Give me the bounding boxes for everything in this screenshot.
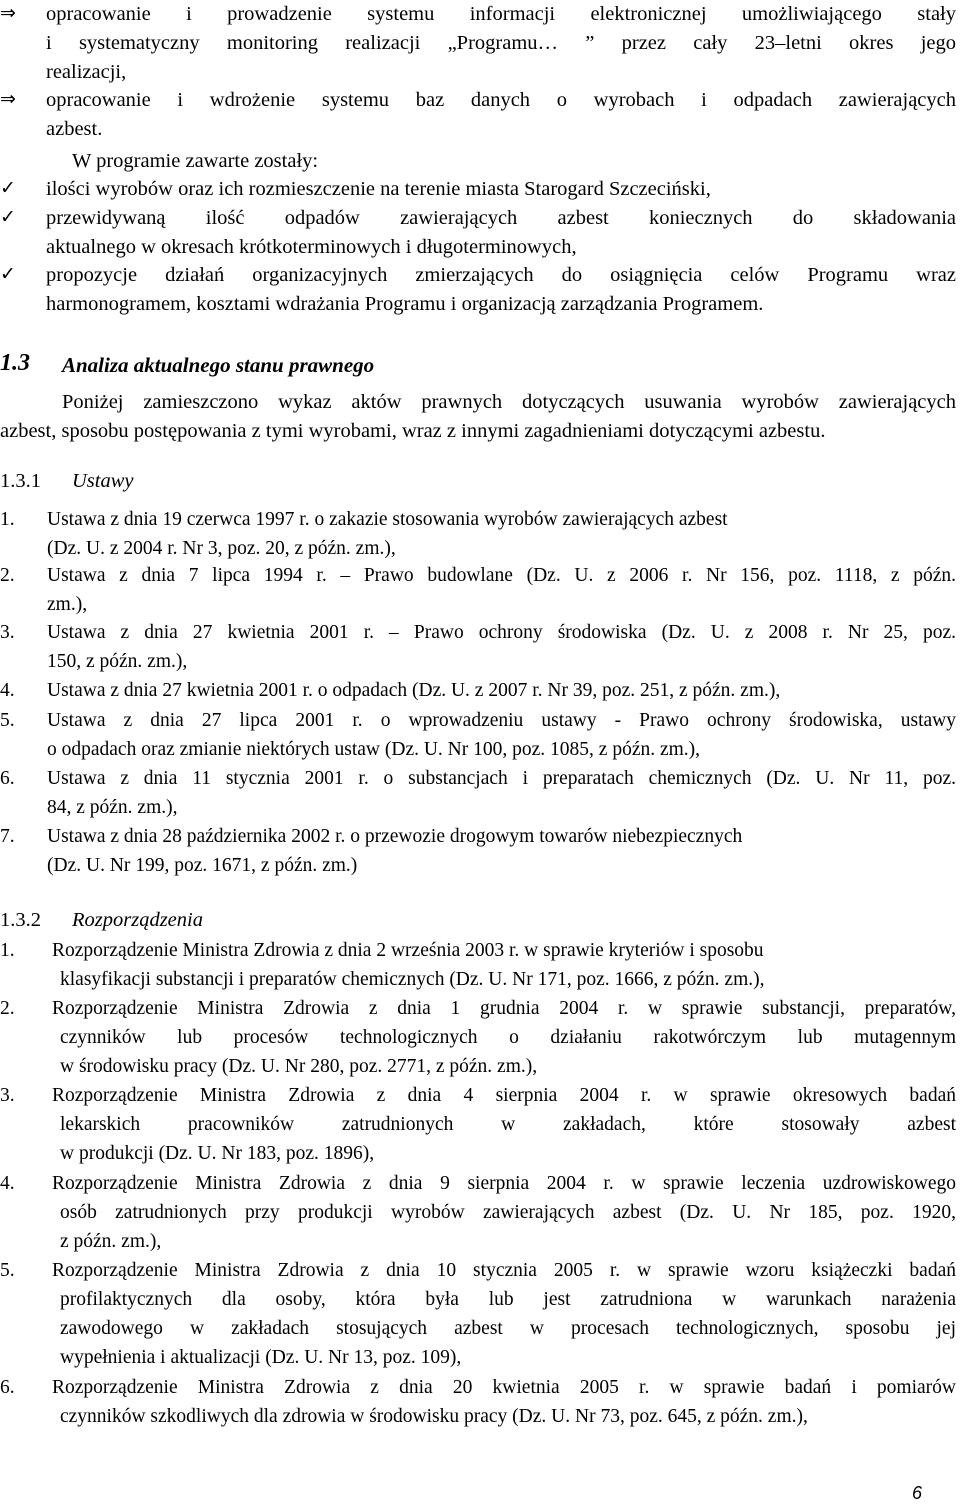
subsection-heading-ustawy (0, 470, 134, 493)
item-number: 5. (0, 710, 15, 731)
text-line: opracowanie i wdrożenie systemu baz danych o wyrobach i odpadach zawierających (46, 89, 956, 111)
subsection-title: Rozporządzenia (72, 909, 203, 931)
item-number: 2. (0, 998, 15, 1019)
text-line: Rozporządzenie Ministra Zdrowia z dnia 1 grudnia 2004 r. w sprawie substancji, preparatów, (52, 998, 956, 1019)
item-number: 6. (0, 768, 15, 789)
text-line: profilaktycznych dla osoby, która była lub jest zatrudniona w warunkach narażenia (60, 1289, 956, 1310)
subsection-number: 1.3.2 (0, 909, 41, 931)
text-line: (Dz. U. Nr 199, poz. 1671, z późn. zm.) (47, 855, 358, 876)
text-line: realizacji, (46, 61, 127, 83)
item-number: 3. (0, 622, 15, 643)
text-line: o odpadach oraz zmianie niektórych ustaw (Dz. U. Nr 100, poz. 1085, z późn. zm.), (47, 739, 701, 760)
text-line: z późn. zm.), (60, 1231, 162, 1252)
text-line: w środowisku pracy (Dz. U. Nr 280, poz. 2771, z późn. zm.), (60, 1056, 538, 1077)
text-line: Ustawa z dnia 11 stycznia 2001 r. o substancjach i preparatach chemicznych (Dz. U. Nr 11, poz. (47, 768, 956, 789)
text-line: aktualnego w okresach krótkoterminowych i długoterminowych, (46, 236, 577, 258)
item-number: 4. (0, 680, 15, 701)
section-intro-line-2: azbest, sposobu postępowania z tymi wyrobami, wraz z innymi zagadnieniami dotyczącymi azbestu. (0, 420, 826, 442)
text-line: lekarskich pracowników zatrudnionych w zakładach, które stosowały azbest (60, 1114, 956, 1135)
page-number: 6 (911, 1483, 922, 1503)
text-line: Ustawa z dnia 28 października 2002 r. o przewozie drogowym towarów niebezpiecznych (47, 826, 743, 847)
text-line: opracowanie i prowadzenie systemu informacji elektronicznej umożliwiającego stały (46, 3, 956, 25)
item-number: 1. (0, 509, 15, 530)
text-line: 150, z późn. zm.), (47, 651, 188, 672)
subsection-heading-rozporzadzenia (0, 909, 203, 932)
text-line: zawodowego w zakładach stosujących azbest w procesach technologicznych, sposobu jej (60, 1318, 956, 1339)
item-number: 2. (0, 565, 15, 586)
text-line: czynników szkodliwych dla zdrowia w środowisku pracy (Dz. U. Nr 73, poz. 645, z późn. zm.), (60, 1406, 808, 1427)
text-line: azbest. (46, 118, 103, 140)
section-title: Analiza aktualnego stanu prawnego (62, 353, 375, 377)
text-line: Ustawa z dnia 7 lipca 1994 r. – Prawo budowlane (Dz. U. z 2006 r. Nr 156, poz. 1118, z późn. (47, 565, 956, 586)
item-number: 1. (0, 940, 15, 961)
text-line: 84, z późn. zm.), (47, 797, 178, 818)
text-line: (Dz. U. z 2004 r. Nr 3, poz. 20, z późn. zm.), (47, 538, 396, 559)
text-line: ilości wyrobów oraz ich rozmieszczenie na terenie miasta Starogard Szczeciński, (46, 178, 711, 200)
text-line: Ustawa z dnia 27 lipca 2001 r. o wprowadzeniu ustawy - Prawo ochrony środowiska, ustawy (47, 710, 956, 731)
subsection-number: 1.3.1 (0, 470, 41, 492)
checkmark-icon: ✓ (0, 263, 16, 285)
checkmark-icon: ✓ (0, 206, 16, 228)
item-number: 4. (0, 1173, 15, 1194)
subsection-title: Ustawy (72, 470, 134, 492)
program-intro: W programie zawarte zostały: (72, 150, 319, 172)
text-line: Rozporządzenie Ministra Zdrowia z dnia 2 września 2003 r. w sprawie kryteriów i sposobu (52, 940, 764, 961)
section-intro-line-1 (62, 391, 956, 414)
text-line: czynników lub procesów technologicznych o działaniu rakotwórczym lub mutagennym (60, 1027, 956, 1048)
text-line: harmonogramem, kosztami wdrażania Programu i organizacją zarządzania Programem. (46, 293, 764, 315)
item-number: 3. (0, 1085, 15, 1106)
item-number: 7. (0, 826, 15, 847)
text-line: Rozporządzenie Ministra Zdrowia z dnia 4 sierpnia 2004 r. w sprawie okresowych badań (52, 1085, 956, 1106)
checkmark-icon: ✓ (0, 177, 16, 199)
text-line: Ustawa z dnia 27 kwietnia 2001 r. o odpadach (Dz. U. z 2007 r. Nr 39, poz. 251, z późn. zm.), (47, 680, 781, 701)
text-line: Poniżej zamieszczono wykaz aktów prawnych dotyczących usuwania wyrobów zawierających (62, 391, 956, 413)
text-line: Ustawa z dnia 19 czerwca 1997 r. o zakazie stosowania wyrobów zawierających azbest (47, 509, 728, 530)
implies-arrow-icon: ⇒ (0, 88, 16, 110)
text-line: Rozporządzenie Ministra Zdrowia z dnia 20 kwietnia 2005 r. w sprawie badań i pomiarów (52, 1377, 956, 1398)
text-line: i systematyczny monitoring realizacji „Programu… ” przez cały 23–letni okres jego (46, 32, 956, 54)
item-number: 6. (0, 1377, 15, 1398)
implies-arrow-icon: ⇒ (0, 2, 16, 24)
text-line: klasyfikacji substancji i preparatów chemicznych (Dz. U. Nr 171, poz. 1666, z późn. zm.), (60, 969, 765, 990)
item-number: 5. (0, 1260, 15, 1281)
text-line: Rozporządzenie Ministra Zdrowia z dnia 10 stycznia 2005 r. w sprawie wzoru książeczki badań (52, 1260, 956, 1281)
text-line: zm.), (47, 594, 88, 615)
text-line: przewidywaną ilość odpadów zawierających azbest koniecznych do składowania (46, 207, 956, 229)
text-line: w produkcji (Dz. U. Nr 183, poz. 1896), (60, 1143, 375, 1164)
text-line: Rozporządzenie Ministra Zdrowia z dnia 9 sierpnia 2004 r. w sprawie leczenia uzdrowiskowego (52, 1173, 956, 1194)
text-line: Ustawa z dnia 27 kwietnia 2001 r. – Prawo ochrony środowiska (Dz. U. z 2008 r. Nr 25, poz. (47, 622, 956, 643)
section-number: 1.3 (0, 350, 30, 376)
text-line: osób zatrudnionych przy produkcji wyrobów zawierających azbest (Dz. U. Nr 185, poz. 1920, (60, 1202, 956, 1223)
text-line: wypełnienia i aktualizacji (Dz. U. Nr 13, poz. 109), (60, 1347, 462, 1368)
text-line: propozycje działań organizacyjnych zmierzających do osiągnięcia celów Programu wraz (46, 264, 956, 286)
